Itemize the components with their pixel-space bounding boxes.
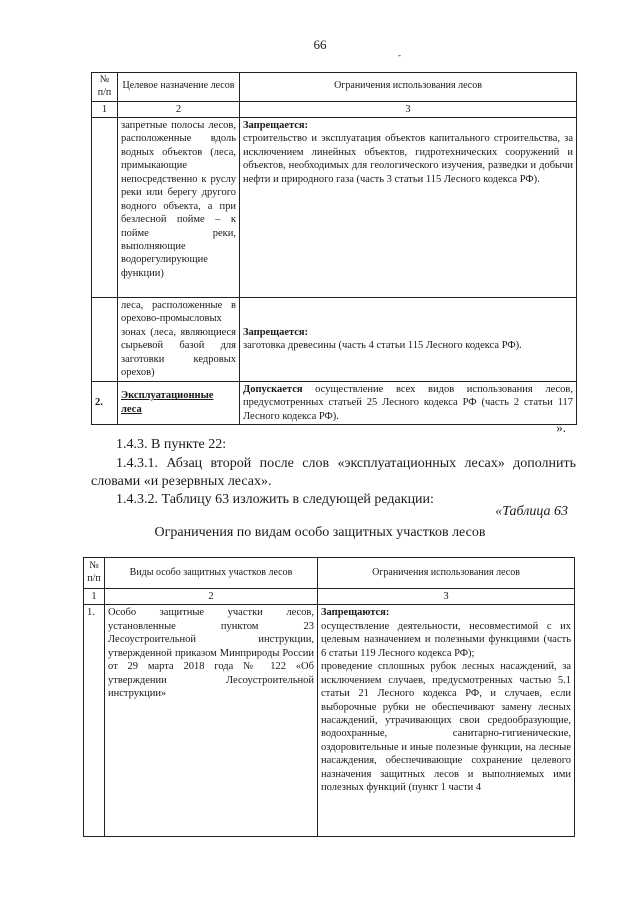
row-type: Особо защитные участки лесов, установленные пунктом 23 Лесоустроительной инструкции, утвержденной приказом Минприроды России от 29 марта 2018 года № 122 «Об утверждении Лесоустроительной инструкции» — [105, 605, 318, 837]
table-row — [92, 381, 577, 424]
restriction-head: Запрещается: — [243, 326, 309, 338]
col-num-1: 1 — [84, 589, 105, 605]
restriction-text-1: осуществление деятельности, несовместимой с их целевым назначением и полезными функциями (часть 6 статьи 119 Лесного кодекса РФ); — [321, 620, 571, 659]
row-num — [92, 298, 118, 382]
header-type: Виды особо защитных участков лесов — [105, 558, 318, 589]
paragraph-1-4-3: 1.4.3. В пункте 22: — [116, 437, 227, 452]
row-purpose: Эксплуатационные леса — [118, 381, 240, 424]
table-label: «Таблица 63 — [495, 504, 568, 519]
table-row — [92, 118, 577, 298]
restriction-head: Запрещается: — [243, 120, 309, 132]
col-num-2: 2 — [118, 101, 240, 117]
header-restrictions: Ограничения использования лесов — [240, 73, 577, 102]
row-num: 2. — [92, 381, 118, 424]
column-number-row — [84, 589, 575, 605]
col-num-2: 2 — [105, 589, 318, 605]
restriction-text: строительство и эксплуатация объектов капитального строительства, за исключением линейных объектов, гидротехнических сооружений и объектов, необходимых для геологического изучения, разведки и добычи нефти и природного газа (часть 3 статьи 115 Лесного кодекса РФ). — [243, 133, 573, 185]
table-header-row — [92, 73, 577, 102]
page-number: 66 — [313, 37, 327, 52]
row-num: 1. — [84, 605, 105, 837]
table-header-row — [84, 558, 575, 589]
forest-purpose-table — [91, 72, 577, 425]
row-restriction — [318, 605, 575, 837]
stray-mark: - — [398, 50, 401, 60]
header-restrictions: Ограничения использования лесов — [318, 558, 575, 589]
quote-close: ». — [556, 420, 566, 435]
row-restriction — [240, 381, 577, 424]
row-purpose: запретные полосы лесов, расположенные вдоль водных объектов (леса, примыкающие непосредственно к руслу реки или берегу другого водного объекта, а при безлесной пойме – к пойме реки, выполняющие водорегулирующие функции) — [118, 118, 240, 298]
special-protection-table — [83, 557, 575, 837]
row-restriction — [240, 298, 577, 382]
restriction-text-2: проведение сплошных рубок лесных насаждений, за исключением случаев, предусмотренных частью 5.1 статьи 21 Лесного кодекса РФ, и случаев, если выборочные рубки не обеспечивают замену лесных насаждений, утрачивающих свои средообразующие, водоохранные, санитарно-гигиенические, оздоровительные и иные полезные функции, на лесные насаждения, обеспечивающие сохранение целевого назначения защитных лесов и выполняемых ими полезных функций (пункт 1 части 4 — [321, 661, 571, 794]
table-title: Ограничения по видам особо защитных участков лесов — [154, 525, 486, 540]
restriction-head: Запрещаются: — [321, 607, 390, 619]
header-purpose: Целевое назначение лесов — [118, 73, 240, 102]
header-num: № п/п — [84, 558, 105, 589]
row-num — [92, 118, 118, 298]
col-num-3: 3 — [240, 101, 577, 117]
restriction-text: заготовка древесины (часть 4 статьи 115 Лесного кодекса РФ). — [243, 340, 522, 352]
table-row — [92, 298, 577, 382]
column-number-row — [92, 101, 577, 117]
row-purpose: леса, расположенные в орехово-промысловых зонах (леса, являющиеся сырьевой базой для заготовки кедровых орехов) — [118, 298, 240, 382]
col-num-3: 3 — [318, 589, 575, 605]
table-row — [84, 605, 575, 837]
header-num: № п/п — [92, 73, 118, 102]
paragraph-1-4-3-2: 1.4.3.2. Таблицу 63 изложить в следующей редакции: — [116, 492, 434, 507]
paragraph-1-4-3-1: 1.4.3.1. Абзац второй после слов «эксплуатационных лесах» дополнить словами «и резервных лесах». — [91, 456, 576, 490]
row-restriction — [240, 118, 577, 298]
restriction-text: осуществление всех видов использования лесов, предусмотренных статьей 25 Лесного кодекса РФ (часть 2 статьи 117 Лесного кодекса РФ). — [243, 383, 573, 422]
col-num-1: 1 — [92, 101, 118, 117]
restriction-head: Допускается — [243, 383, 303, 395]
